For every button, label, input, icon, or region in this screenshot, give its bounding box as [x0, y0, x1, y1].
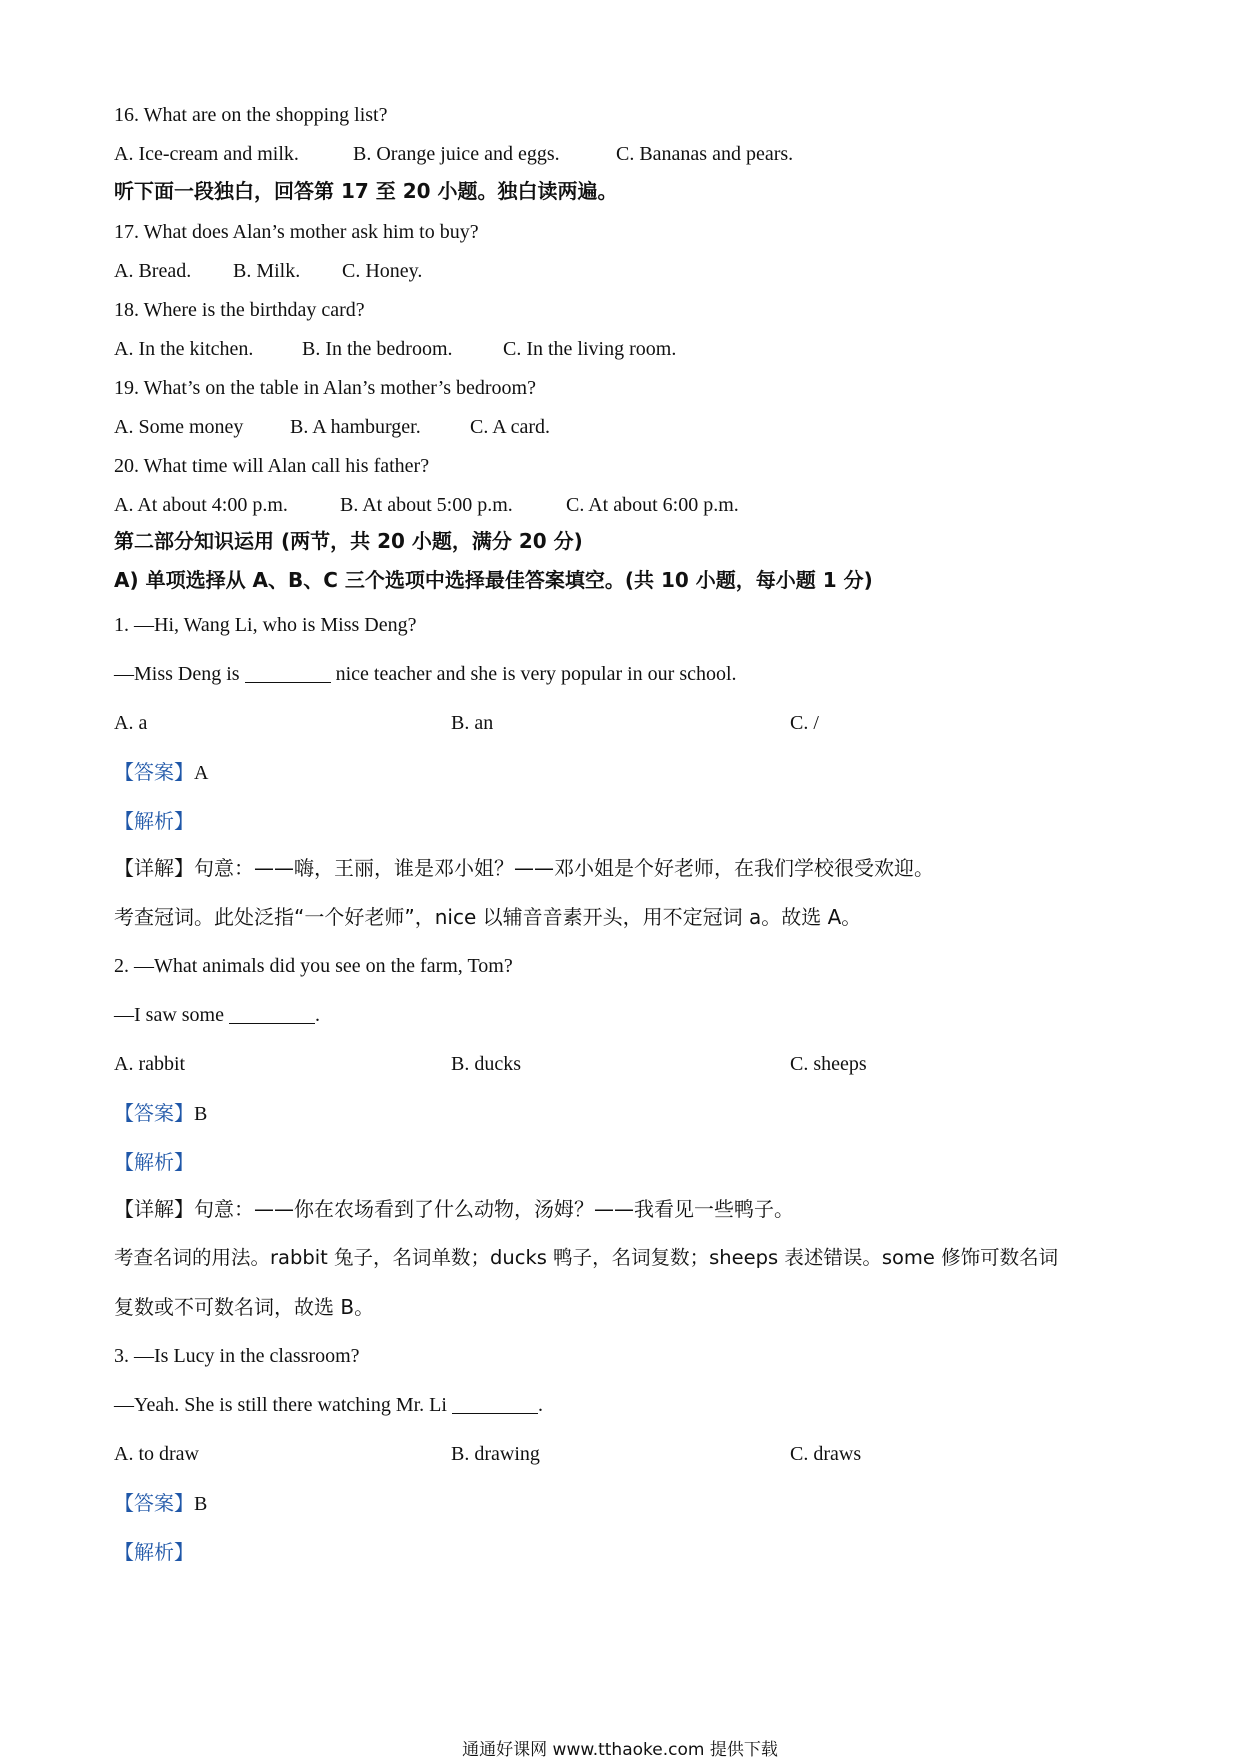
q1-option-b: B. an	[451, 712, 494, 734]
q3-reply-before: —Yeah. She is still there watching Mr. Li	[114, 1394, 452, 1416]
q3-answer	[114, 1493, 207, 1514]
q3-analysis-tag: 【解析】	[114, 1540, 194, 1564]
q3-reply	[114, 1395, 543, 1415]
q2-analysis-tag: 【解析】	[114, 1150, 194, 1174]
q3-answer-value: B	[194, 1493, 208, 1515]
page-footer: 通通好课网 www.tthaoke.com 提供下载	[462, 1740, 778, 1760]
q19-option-a: A. Some money	[114, 416, 244, 438]
q19-option-b: B. A hamburger.	[290, 416, 421, 438]
q2-stem: 2. —What animals did you see on the farm, Tom?	[114, 955, 513, 977]
q1-answer	[114, 762, 208, 783]
q20-option-b: B. At about 5:00 p.m.	[340, 494, 513, 516]
q1-analysis-tag: 【解析】	[114, 809, 194, 833]
q3-stem: 3. —Is Lucy in the classroom?	[114, 1345, 360, 1367]
q1-blank	[245, 682, 331, 683]
q2-reply	[114, 1005, 320, 1025]
detail-tag: 【详解】	[114, 1197, 194, 1221]
q17-option-c: C. Honey.	[342, 260, 423, 282]
q3-blank	[452, 1413, 538, 1414]
q2-detail-text: 句意：——你在农场看到了什么动物，汤姆？——我看见一些鸭子。	[194, 1197, 794, 1221]
q2-option-a: A. rabbit	[114, 1053, 186, 1075]
q1-option-c: C. /	[790, 712, 819, 734]
question-19: 19. What’s on the table in Alan’s mother’s bedroom?	[114, 377, 536, 399]
q1-detail-text: 句意：——嗨，王丽，谁是邓小姐？——邓小姐是个好老师，在我们学校很受欢迎。	[194, 856, 934, 880]
q2-reply-after: .	[314, 1004, 320, 1026]
q1-reply-before: —Miss Deng is	[114, 663, 245, 685]
q2-reply-before: —I saw some	[114, 1004, 229, 1026]
question-17: 17. What does Alan’s mother ask him to buy?	[114, 221, 479, 243]
q16-option-c: C. Bananas and pears.	[616, 143, 794, 165]
answer-tag: 【答案】	[114, 760, 194, 784]
q1-option-a: A. a	[114, 712, 148, 734]
q1-detail	[114, 858, 934, 878]
q2-answer	[114, 1103, 207, 1124]
q2-option-b: B. ducks	[451, 1053, 521, 1075]
q1-reply	[114, 664, 737, 684]
q16-option-a: A. Ice-cream and milk.	[114, 143, 299, 165]
q16-option-b: B. Orange juice and eggs.	[353, 143, 560, 165]
question-18: 18. Where is the birthday card?	[114, 299, 365, 321]
question-16: 16. What are on the shopping list?	[114, 104, 388, 126]
q2-detail	[114, 1199, 794, 1219]
monologue-heading: 听下面一段独白，回答第 17 至 20 小题。独白读两遍。	[114, 179, 618, 203]
question-20: 20. What time will Alan call his father?	[114, 455, 430, 477]
q1-explanation: 考查冠词。此处泛指“一个好老师”，nice 以辅音音素开头，用不定冠词 a。故选 A。	[114, 905, 862, 929]
q1-reply-after: nice teacher and she is very popular in our school.	[330, 663, 737, 685]
q1-answer-value: A	[194, 762, 209, 784]
q19-option-c: C. A card.	[470, 416, 550, 438]
answer-tag: 【答案】	[114, 1491, 194, 1515]
q20-option-c: C. At about 6:00 p.m.	[566, 494, 739, 516]
part2-heading: 第二部分知识运用 (两节，共 20 小题，满分 20 分)	[114, 529, 583, 553]
q2-option-c: C. sheeps	[790, 1053, 867, 1075]
q2-explanation-line2: 复数或不可数名词，故选 B。	[114, 1295, 375, 1319]
q17-option-b: B. Milk.	[233, 260, 301, 282]
q18-option-a: A. In the kitchen.	[114, 338, 254, 360]
q20-option-a: A. At about 4:00 p.m.	[114, 494, 288, 516]
q1-stem: 1. —Hi, Wang Li, who is Miss Deng?	[114, 614, 417, 636]
q2-explanation-line1: 考查名词的用法。rabbit 兔子，名词单数；ducks 鸭子，名词复数；sheeps 表述错误。some 修饰可数名词	[114, 1246, 1059, 1269]
q18-option-b: B. In the bedroom.	[302, 338, 453, 360]
q18-option-c: C. In the living room.	[503, 338, 677, 360]
q3-option-a: A. to draw	[114, 1443, 199, 1465]
answer-tag: 【答案】	[114, 1101, 194, 1125]
q3-option-c: C. draws	[790, 1443, 862, 1465]
part2-subheading: A) 单项选择从 A、B、C 三个选项中选择最佳答案填空。(共 10 小题，每小题 1 分)	[114, 568, 873, 592]
q3-reply-after: .	[537, 1394, 543, 1416]
q2-blank	[229, 1023, 315, 1024]
q2-answer-value: B	[194, 1103, 208, 1125]
detail-tag: 【详解】	[114, 856, 194, 880]
q3-option-b: B. drawing	[451, 1443, 540, 1465]
q17-option-a: A. Bread.	[114, 260, 192, 282]
